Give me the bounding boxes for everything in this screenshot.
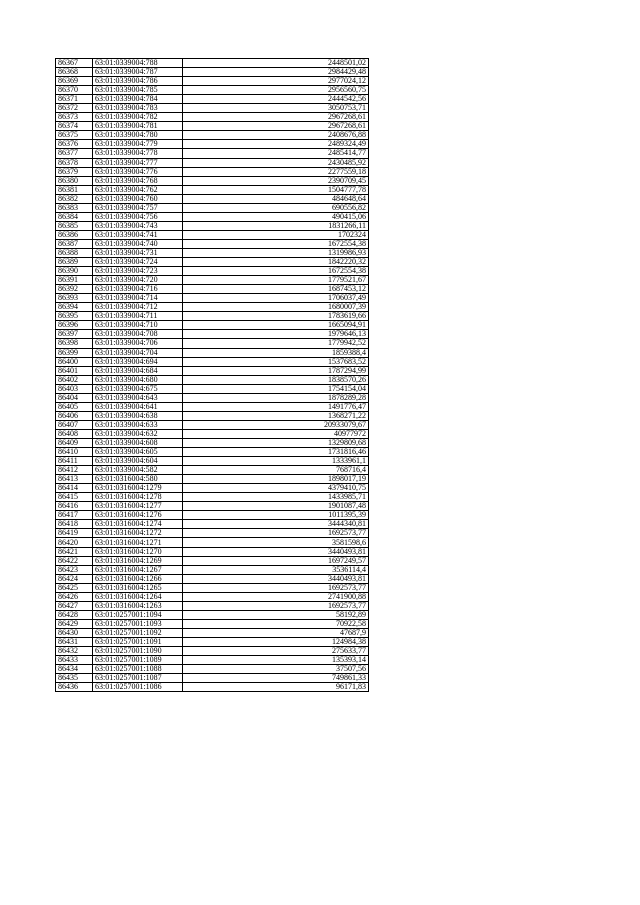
value-cell: 1706037,49 [183, 294, 369, 303]
value-cell: 2448501,02 [183, 59, 369, 68]
value-cell: 124984,38 [183, 638, 369, 647]
row-number-cell: 86436 [56, 683, 93, 692]
cadastral-number-cell: 63:01:0339004:632 [93, 429, 183, 438]
cadastral-number-cell: 63:01:0339004:712 [93, 303, 183, 312]
row-number-cell: 86421 [56, 547, 93, 556]
value-cell: 1692573,77 [183, 529, 369, 538]
cadastral-number-cell: 63:01:0339004:787 [93, 68, 183, 77]
value-cell: 2977024,12 [183, 77, 369, 86]
cadastral-number-cell: 63:01:0316004:580 [93, 475, 183, 484]
row-number-cell: 86400 [56, 357, 93, 366]
cadastral-number-cell: 63:01:0339004:740 [93, 239, 183, 248]
table-row [56, 683, 369, 692]
cadastral-number-cell: 63:01:0316004:1277 [93, 502, 183, 511]
value-cell: 1665094,91 [183, 321, 369, 330]
table-row [56, 520, 369, 529]
value-cell: 3536114,4 [183, 565, 369, 574]
value-cell: 1898017,19 [183, 475, 369, 484]
row-number-cell: 86389 [56, 258, 93, 267]
value-cell: 1333961,1 [183, 457, 369, 466]
row-number-cell: 86367 [56, 59, 93, 68]
row-number-cell: 86420 [56, 538, 93, 547]
table-row [56, 203, 369, 212]
value-cell: 2430485,92 [183, 158, 369, 167]
table-row [56, 185, 369, 194]
cadastral-number-cell: 63:01:0316004:1278 [93, 493, 183, 502]
cadastral-number-cell: 63:01:0257001:1091 [93, 638, 183, 647]
row-number-cell: 86375 [56, 131, 93, 140]
table-row [56, 77, 369, 86]
table-row [56, 212, 369, 221]
cadastral-number-cell: 63:01:0339004:633 [93, 420, 183, 429]
row-number-cell: 86370 [56, 86, 93, 95]
cadastral-number-cell: 63:01:0339004:680 [93, 375, 183, 384]
table-row [56, 429, 369, 438]
cadastral-number-cell: 63:01:0339004:708 [93, 330, 183, 339]
value-cell: 2489324,49 [183, 140, 369, 149]
table-row [56, 384, 369, 393]
table-row [56, 339, 369, 348]
table-row [56, 303, 369, 312]
cadastral-number-cell: 63:01:0316004:1274 [93, 520, 183, 529]
cadastral-number-cell: 63:01:0339004:786 [93, 77, 183, 86]
table-row [56, 438, 369, 447]
table-row [56, 330, 369, 339]
row-number-cell: 86382 [56, 194, 93, 203]
table-row [56, 258, 369, 267]
table-row [56, 565, 369, 574]
cadastral-number-cell: 63:01:0316004:1266 [93, 574, 183, 583]
cadastral-number-cell: 63:01:0339004:781 [93, 122, 183, 131]
cadastral-number-cell: 63:01:0339004:788 [93, 59, 183, 68]
cadastral-number-cell: 63:01:0257001:1092 [93, 628, 183, 637]
row-number-cell: 86414 [56, 484, 93, 493]
table-row [56, 402, 369, 411]
table-row [56, 601, 369, 610]
value-cell: 2277559,18 [183, 167, 369, 176]
value-cell: 1011395,39 [183, 511, 369, 520]
row-number-cell: 86431 [56, 638, 93, 647]
table-row [56, 647, 369, 656]
row-number-cell: 86386 [56, 230, 93, 239]
value-cell: 1779942,52 [183, 339, 369, 348]
cadastral-number-cell: 63:01:0339004:723 [93, 267, 183, 276]
value-cell: 3440493,81 [183, 574, 369, 583]
table-row [56, 502, 369, 511]
cadastral-number-cell: 63:01:0316004:1264 [93, 592, 183, 601]
value-cell: 490415,06 [183, 212, 369, 221]
row-number-cell: 86429 [56, 619, 93, 628]
table-row [56, 167, 369, 176]
table-row [56, 348, 369, 357]
row-number-cell: 86419 [56, 529, 93, 538]
table-row [56, 294, 369, 303]
table-row [56, 674, 369, 683]
value-cell: 2967268,61 [183, 122, 369, 131]
row-number-cell: 86405 [56, 402, 93, 411]
value-cell: 70922,58 [183, 619, 369, 628]
row-number-cell: 86427 [56, 601, 93, 610]
value-cell: 1368271,22 [183, 411, 369, 420]
cadastral-number-cell: 63:01:0316004:1279 [93, 484, 183, 493]
value-cell: 275633,77 [183, 647, 369, 656]
row-number-cell: 86406 [56, 411, 93, 420]
value-cell: 3581598,6 [183, 538, 369, 547]
row-number-cell: 86395 [56, 312, 93, 321]
table-row [56, 638, 369, 647]
cadastral-number-cell: 63:01:0339004:720 [93, 276, 183, 285]
cadastral-number-cell: 63:01:0339004:780 [93, 131, 183, 140]
value-cell: 96171,83 [183, 683, 369, 692]
value-cell: 37507,56 [183, 665, 369, 674]
table-row [56, 484, 369, 493]
table-row [56, 276, 369, 285]
row-number-cell: 86384 [56, 212, 93, 221]
row-number-cell: 86369 [56, 77, 93, 86]
table-row [56, 122, 369, 131]
table-row [56, 656, 369, 665]
row-number-cell: 86411 [56, 457, 93, 466]
row-number-cell: 86428 [56, 610, 93, 619]
cadastral-number-cell: 63:01:0257001:1088 [93, 665, 183, 674]
cadastral-number-cell: 63:01:0316004:1263 [93, 601, 183, 610]
cadastral-number-cell: 63:01:0339004:714 [93, 294, 183, 303]
table-row [56, 357, 369, 366]
value-cell: 1680007,39 [183, 303, 369, 312]
cadastral-number-cell: 63:01:0339004:776 [93, 167, 183, 176]
table-row [56, 248, 369, 257]
row-number-cell: 86397 [56, 330, 93, 339]
row-number-cell: 86393 [56, 294, 93, 303]
row-number-cell: 86368 [56, 68, 93, 77]
row-number-cell: 86404 [56, 393, 93, 402]
cadastral-number-cell: 63:01:0316004:1269 [93, 556, 183, 565]
value-cell: 1504777,78 [183, 185, 369, 194]
value-cell: 40977972 [183, 429, 369, 438]
table-row [56, 619, 369, 628]
value-cell: 2485414,77 [183, 149, 369, 158]
cadastral-number-cell: 63:01:0339004:604 [93, 457, 183, 466]
row-number-cell: 86388 [56, 248, 93, 257]
value-cell: 1692573,77 [183, 601, 369, 610]
table-row [56, 321, 369, 330]
table-row [56, 556, 369, 565]
table-row [56, 194, 369, 203]
row-number-cell: 86391 [56, 276, 93, 285]
cadastral-number-cell: 63:01:0339004:741 [93, 230, 183, 239]
value-cell: 47687,9 [183, 628, 369, 637]
table-row [56, 267, 369, 276]
table-row [56, 574, 369, 583]
cadastral-number-cell: 63:01:0339004:641 [93, 402, 183, 411]
cadastral-number-cell: 63:01:0339004:731 [93, 248, 183, 257]
table-row [56, 285, 369, 294]
cadastral-number-cell: 63:01:0339004:724 [93, 258, 183, 267]
row-number-cell: 86413 [56, 475, 93, 484]
value-cell: 1672554,38 [183, 239, 369, 248]
value-cell: 20933079,67 [183, 420, 369, 429]
cadastral-number-cell: 63:01:0339004:716 [93, 285, 183, 294]
value-cell: 1491776,47 [183, 402, 369, 411]
cadastral-number-cell: 63:01:0339004:785 [93, 86, 183, 95]
row-number-cell: 86412 [56, 466, 93, 475]
cadastral-number-cell: 63:01:0339004:694 [93, 357, 183, 366]
value-cell: 2390709,45 [183, 176, 369, 185]
row-number-cell: 86402 [56, 375, 93, 384]
cadastral-number-cell: 63:01:0339004:605 [93, 448, 183, 457]
table-row [56, 457, 369, 466]
value-cell: 1702324 [183, 230, 369, 239]
table-row [56, 113, 369, 122]
cadastral-number-cell: 63:01:0257001:1090 [93, 647, 183, 656]
row-number-cell: 86416 [56, 502, 93, 511]
row-number-cell: 86383 [56, 203, 93, 212]
value-cell: 3050753,71 [183, 104, 369, 113]
cadastral-number-cell: 63:01:0339004:643 [93, 393, 183, 402]
row-number-cell: 86390 [56, 267, 93, 276]
row-number-cell: 86408 [56, 429, 93, 438]
cadastral-number-cell: 63:01:0339004:756 [93, 212, 183, 221]
table-row [56, 375, 369, 384]
table-row [56, 511, 369, 520]
value-cell: 1838570,26 [183, 375, 369, 384]
cadastral-number-cell: 63:01:0257001:1087 [93, 674, 183, 683]
value-cell: 1433985,71 [183, 493, 369, 502]
table-row [56, 140, 369, 149]
cadastral-number-cell: 63:01:0316004:1265 [93, 583, 183, 592]
row-number-cell: 86423 [56, 565, 93, 574]
row-number-cell: 86371 [56, 95, 93, 104]
table-row [56, 59, 369, 68]
table-row [56, 628, 369, 637]
cadastral-number-cell: 63:01:0339004:760 [93, 194, 183, 203]
row-number-cell: 86385 [56, 221, 93, 230]
cadastral-number-cell: 63:01:0339004:608 [93, 438, 183, 447]
value-cell: 1979646,13 [183, 330, 369, 339]
cadastral-number-cell: 63:01:0339004:757 [93, 203, 183, 212]
value-cell: 2967268,61 [183, 113, 369, 122]
table-row [56, 547, 369, 556]
row-number-cell: 86379 [56, 167, 93, 176]
cadastral-number-cell: 63:01:0339004:743 [93, 221, 183, 230]
row-number-cell: 86435 [56, 674, 93, 683]
value-cell: 2408676,88 [183, 131, 369, 140]
cadastral-number-cell: 63:01:0257001:1093 [93, 619, 183, 628]
table-row [56, 68, 369, 77]
table-row [56, 239, 369, 248]
row-number-cell: 86433 [56, 656, 93, 665]
row-number-cell: 86434 [56, 665, 93, 674]
table-row [56, 529, 369, 538]
value-cell: 1901087,48 [183, 502, 369, 511]
value-cell: 1319986,93 [183, 248, 369, 257]
row-number-cell: 86376 [56, 140, 93, 149]
row-number-cell: 86374 [56, 122, 93, 131]
table-row [56, 583, 369, 592]
row-number-cell: 86392 [56, 285, 93, 294]
cadastral-number-cell: 63:01:0257001:1086 [93, 683, 183, 692]
value-cell: 4379410,75 [183, 484, 369, 493]
cadastral-number-cell: 63:01:0339004:784 [93, 95, 183, 104]
row-number-cell: 86401 [56, 366, 93, 375]
cadastral-number-cell: 63:01:0339004:684 [93, 366, 183, 375]
value-cell: 3440493,81 [183, 547, 369, 556]
data-table [55, 58, 369, 692]
value-cell: 1754154,04 [183, 384, 369, 393]
cadastral-number-cell: 63:01:0316004:1270 [93, 547, 183, 556]
table-row [56, 221, 369, 230]
cadastral-number-cell: 63:01:0339004:782 [93, 113, 183, 122]
table-row [56, 493, 369, 502]
table-row [56, 366, 369, 375]
value-cell: 1692573,77 [183, 583, 369, 592]
cadastral-number-cell: 63:01:0339004:638 [93, 411, 183, 420]
value-cell: 3444340,81 [183, 520, 369, 529]
table-row [56, 104, 369, 113]
table-row [56, 411, 369, 420]
cadastral-number-cell: 63:01:0257001:1094 [93, 610, 183, 619]
cadastral-number-cell: 63:01:0339004:768 [93, 176, 183, 185]
table-row [56, 95, 369, 104]
value-cell: 690556,82 [183, 203, 369, 212]
row-number-cell: 86430 [56, 628, 93, 637]
table-row [56, 230, 369, 239]
cadastral-number-cell: 63:01:0339004:582 [93, 466, 183, 475]
row-number-cell: 86425 [56, 583, 93, 592]
row-number-cell: 86394 [56, 303, 93, 312]
cadastral-number-cell: 63:01:0339004:762 [93, 185, 183, 194]
row-number-cell: 86377 [56, 149, 93, 158]
value-cell: 484648,64 [183, 194, 369, 203]
row-number-cell: 86418 [56, 520, 93, 529]
value-cell: 1672554,38 [183, 267, 369, 276]
row-number-cell: 86410 [56, 448, 93, 457]
table-row [56, 592, 369, 601]
row-number-cell: 86399 [56, 348, 93, 357]
cadastral-number-cell: 63:01:0339004:706 [93, 339, 183, 348]
row-number-cell: 86424 [56, 574, 93, 583]
cadastral-number-cell: 63:01:0316004:1271 [93, 538, 183, 547]
row-number-cell: 86387 [56, 239, 93, 248]
cadastral-number-cell: 63:01:0316004:1272 [93, 529, 183, 538]
row-number-cell: 86398 [56, 339, 93, 348]
table-row [56, 420, 369, 429]
table-row [56, 176, 369, 185]
table-body [56, 59, 369, 692]
table-row [56, 538, 369, 547]
table-row [56, 466, 369, 475]
row-number-cell: 86432 [56, 647, 93, 656]
row-number-cell: 86407 [56, 420, 93, 429]
cadastral-number-cell: 63:01:0339004:783 [93, 104, 183, 113]
table-row [56, 448, 369, 457]
value-cell: 1329809,68 [183, 438, 369, 447]
value-cell: 2444542,56 [183, 95, 369, 104]
row-number-cell: 86373 [56, 113, 93, 122]
table-row [56, 312, 369, 321]
value-cell: 1842220,32 [183, 258, 369, 267]
value-cell: 1779521,67 [183, 276, 369, 285]
cadastral-number-cell: 63:01:0257001:1089 [93, 656, 183, 665]
row-number-cell: 86417 [56, 511, 93, 520]
value-cell: 1697249,57 [183, 556, 369, 565]
value-cell: 2984429,48 [183, 68, 369, 77]
table-row [56, 131, 369, 140]
table-row [56, 393, 369, 402]
table-row [56, 665, 369, 674]
row-number-cell: 86396 [56, 321, 93, 330]
value-cell: 1687453,12 [183, 285, 369, 294]
value-cell: 1731816,46 [183, 448, 369, 457]
cadastral-number-cell: 63:01:0339004:704 [93, 348, 183, 357]
value-cell: 1831266,11 [183, 221, 369, 230]
table-row [56, 149, 369, 158]
table-row [56, 475, 369, 484]
table-row [56, 158, 369, 167]
value-cell: 1787294,99 [183, 366, 369, 375]
row-number-cell: 86380 [56, 176, 93, 185]
cadastral-number-cell: 63:01:0316004:1267 [93, 565, 183, 574]
row-number-cell: 86403 [56, 384, 93, 393]
value-cell: 2741900,88 [183, 592, 369, 601]
cadastral-number-cell: 63:01:0339004:711 [93, 312, 183, 321]
value-cell: 2956560,75 [183, 86, 369, 95]
cadastral-number-cell: 63:01:0339004:675 [93, 384, 183, 393]
cadastral-number-cell: 63:01:0339004:710 [93, 321, 183, 330]
value-cell: 58192,89 [183, 610, 369, 619]
row-number-cell: 86426 [56, 592, 93, 601]
table-row [56, 86, 369, 95]
value-cell: 768716,4 [183, 466, 369, 475]
row-number-cell: 86409 [56, 438, 93, 447]
value-cell: 135393,14 [183, 656, 369, 665]
cadastral-number-cell: 63:01:0316004:1276 [93, 511, 183, 520]
value-cell: 1537683,52 [183, 357, 369, 366]
cadastral-number-cell: 63:01:0339004:777 [93, 158, 183, 167]
row-number-cell: 86415 [56, 493, 93, 502]
row-number-cell: 86381 [56, 185, 93, 194]
row-number-cell: 86372 [56, 104, 93, 113]
value-cell: 749861,33 [183, 674, 369, 683]
table-row [56, 610, 369, 619]
cadastral-number-cell: 63:01:0339004:779 [93, 140, 183, 149]
cadastral-number-cell: 63:01:0339004:778 [93, 149, 183, 158]
row-number-cell: 86422 [56, 556, 93, 565]
value-cell: 1878289,28 [183, 393, 369, 402]
row-number-cell: 86378 [56, 158, 93, 167]
value-cell: 1859388,4 [183, 348, 369, 357]
value-cell: 1783619,66 [183, 312, 369, 321]
